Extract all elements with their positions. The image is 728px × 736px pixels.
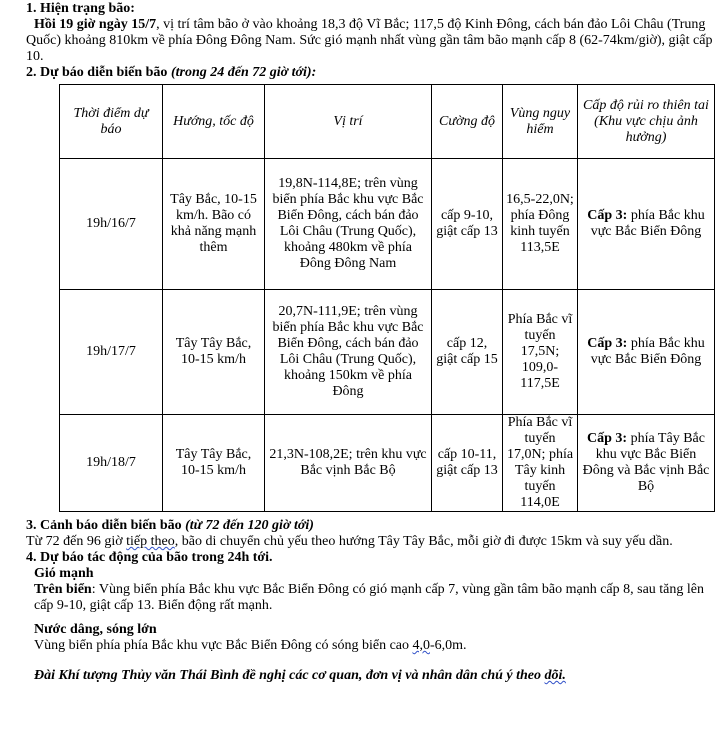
table-row	[60, 159, 715, 290]
surge-text-end: -6,0m.	[430, 638, 467, 653]
closing-marked-word: dõi.	[544, 668, 566, 683]
risk-level: Cấp 3:	[587, 431, 628, 446]
wind-body	[26, 582, 716, 614]
cell-danger-zone: Phía Bắc vĩ tuyến 17,0N; phía Tây kinh tuyến 114,0E	[503, 415, 578, 512]
risk-level: Cấp 3:	[587, 336, 628, 351]
header-risk-level: Cấp độ rủi ro thiên tai (Khu vực chịu ảnh hưởng)	[578, 85, 715, 159]
closing-text: Đài Khí tượng Thủy văn Thái Bình đề nghị các cơ quan, đơn vị và nhân dân chú ý theo	[34, 668, 545, 683]
closing-note	[26, 668, 716, 684]
section-4-title: 4. Dự báo tác động của bão trong 24h tới.	[26, 550, 273, 565]
section-3-body	[26, 534, 716, 550]
risk-area: phía Bắc khu vực Bắc Biển Đông	[590, 208, 705, 239]
section-1-title: 1. Hiện trạng bão:	[26, 1, 135, 16]
surge-heading: Nước dâng, sóng lớn	[34, 622, 157, 637]
section-3-text-end: , bão di chuyển chủ yếu theo hướng Tây Tây Bắc, mỗi giờ đi được 15km và suy yếu dần.	[174, 534, 673, 549]
wind-heading: Gió mạnh	[34, 566, 94, 581]
forecast-table	[59, 84, 715, 512]
cell-time: 19h/17/7	[60, 290, 163, 415]
section-3-title-note: (từ 72 đến 120 giờ tới)	[185, 518, 314, 533]
cell-risk	[578, 290, 715, 415]
risk-area: phía Bắc khu vực Bắc Biển Đông	[590, 336, 705, 367]
risk-area: phía Tây Bắc khu vực Bắc Biển Đông và Bắc vịnh Bắc Bộ	[582, 431, 710, 494]
cell-danger-zone: Phía Bắc vĩ tuyến 17,5N; 109,0-117,5E	[503, 290, 578, 415]
cell-direction: Tây Bắc, 10-15 km/h. Bão có khả năng mạnh thêm	[163, 159, 265, 290]
header-intensity: Cường độ	[432, 85, 503, 159]
cell-direction: Tây Tây Bắc, 10-15 km/h	[163, 415, 265, 512]
cell-intensity: cấp 12, giật cấp 15	[432, 290, 503, 415]
section-3-text-start: Từ 72 đến 96 giờ	[26, 534, 127, 549]
cell-risk	[578, 415, 715, 512]
section-2-title	[26, 65, 716, 81]
risk-level: Cấp 3:	[587, 208, 628, 223]
cell-direction: Tây Tây Bắc, 10-15 km/h	[163, 290, 265, 415]
cell-position: 19,8N-114,8E; trên vùng biển phía Bắc khu vực Bắc Biển Đông, cách bán đảo Lôi Châu (Trung Quốc), khoảng 480km về phía Đông Đông Nam	[265, 159, 432, 290]
surge-text-start: Vùng biển phía phía Bắc khu vực Bắc Biển Đông có sóng biển cao	[34, 638, 413, 653]
header-danger-zone: Vùng nguy hiểm	[503, 85, 578, 159]
section-1-text: , vị trí tâm bão ở vào khoảng 18,3 độ Vĩ Bắc; 117,5 độ Kinh Đông, cách bán đảo Lôi Châu (Trung Quốc) khoảng 810km về phía Đông Đông Nam. Sức gió mạnh nhất vùng gần tâm bão mạnh cấp 8 (62-74km/giờ), giật cấp 10.	[26, 17, 713, 64]
cell-risk	[578, 159, 715, 290]
cell-danger-zone: 16,5-22,0N; phía Đông kinh tuyến 113,5E	[503, 159, 578, 290]
table-header-row	[60, 85, 715, 159]
section-1-lead: Hồi 19 giờ ngày 15/7	[34, 17, 157, 32]
header-direction: Hướng, tốc độ	[163, 85, 265, 159]
cell-time: 19h/18/7	[60, 415, 163, 512]
surge-body	[26, 638, 716, 654]
cell-time: 19h/16/7	[60, 159, 163, 290]
header-time: Thời điểm dự báo	[60, 85, 163, 159]
section-3-title-text: 3. Cảnh báo diễn biến bão	[26, 518, 186, 533]
wind-text: : Vùng biển phía Bắc khu vực Bắc Biển Đông có gió mạnh cấp 7, vùng gần tâm bão mạnh cấp 8, sau tăng lên cấp 9-10, giật cấp 13. Biển động rất mạnh.	[34, 582, 704, 613]
header-position: Vị trí	[265, 85, 432, 159]
section-1-body	[26, 17, 716, 65]
section-2-title-note: (trong 24 đến 72 giờ tới):	[170, 65, 317, 80]
table-row	[60, 290, 715, 415]
table-row	[60, 415, 715, 512]
section-3-marked-word: tiếp theo	[126, 534, 175, 549]
cell-position: 21,3N-108,2E; trên khu vực Bắc vịnh Bắc Bộ	[265, 415, 432, 512]
section-3-title	[26, 518, 716, 534]
document-page	[0, 1, 728, 736]
cell-intensity: cấp 9-10, giật cấp 13	[432, 159, 503, 290]
wind-label: Trên biển	[34, 582, 92, 597]
cell-intensity: cấp 10-11, giật cấp 13	[432, 415, 503, 512]
surge-marked-value: 4,0	[412, 638, 430, 653]
section-2-title-text: 2. Dự báo diễn biến bão	[26, 65, 171, 80]
cell-position: 20,7N-111,9E; trên vùng biển phía Bắc khu vực Bắc Biển Đông, cách bán đảo Lôi Châu (Trung Quốc), khoảng 150km về phía Đông	[265, 290, 432, 415]
